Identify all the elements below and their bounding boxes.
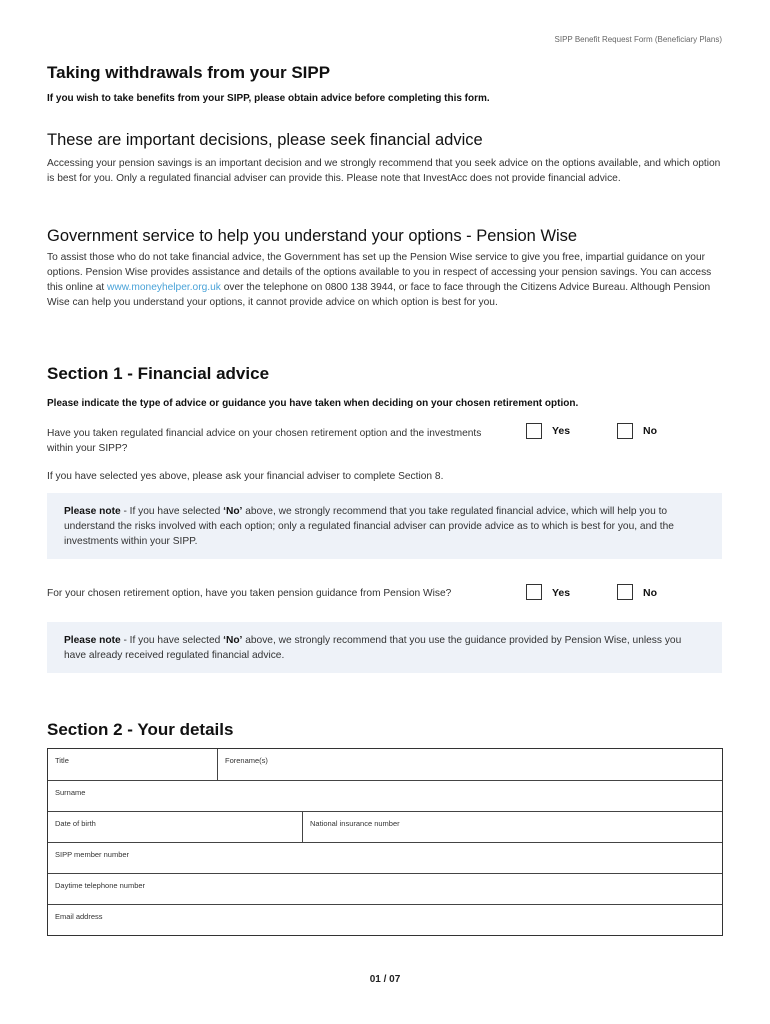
note-financial-advice bbox=[47, 493, 722, 559]
q2-yes-checkbox[interactable] bbox=[526, 584, 542, 600]
phone-label: Daytime telephone number bbox=[55, 881, 146, 890]
surname-label: Surname bbox=[55, 788, 86, 797]
q2-no-label: No bbox=[643, 587, 657, 599]
question-pension-wise: For your chosen retirement option, have you taken pension guidance from Pension Wise? bbox=[47, 588, 452, 599]
dob-field[interactable] bbox=[48, 812, 302, 842]
row-sipp bbox=[48, 842, 722, 873]
row-email bbox=[48, 904, 722, 935]
pension-wise-paragraph bbox=[47, 250, 723, 310]
note2-text-b: above, we strongly recommend that you use the guidance provided by Pension Wise, unless you have already received regulated financial advice. bbox=[64, 635, 682, 661]
running-header: SIPP Benefit Request Form (Beneficiary Plans) bbox=[554, 35, 722, 44]
surname-field[interactable] bbox=[48, 781, 722, 811]
advice-heading: These are important decisions, please seek financial advice bbox=[47, 131, 483, 149]
note1-no: ‘No’ bbox=[223, 506, 243, 517]
q2-yes-label: Yes bbox=[552, 587, 571, 599]
section2-title: Section 2 - Your details bbox=[47, 720, 234, 739]
email-label: Email address bbox=[55, 912, 103, 921]
ni-field[interactable] bbox=[302, 812, 722, 842]
phone-field[interactable] bbox=[48, 874, 722, 904]
row-phone bbox=[48, 873, 722, 904]
pension-wise-heading: Government service to help you understand your options - Pension Wise bbox=[47, 227, 578, 245]
q1-no-label: No bbox=[643, 425, 657, 437]
ni-label: National insurance number bbox=[310, 819, 400, 828]
forenames-label: Forename(s) bbox=[225, 756, 268, 765]
dob-label: Date of birth bbox=[55, 819, 96, 828]
page-title: Taking withdrawals from your SIPP bbox=[47, 63, 331, 82]
q2-no-checkbox[interactable] bbox=[617, 584, 633, 600]
sipp-label: SIPP member number bbox=[55, 850, 130, 859]
note1-label: Please note bbox=[64, 506, 121, 517]
question-financial-advice: Have you taken regulated financial advice on your chosen retirement option and the investments within your SIPP? bbox=[47, 428, 482, 454]
title-label: Title bbox=[55, 756, 69, 765]
q1-no-checkbox[interactable] bbox=[617, 423, 633, 439]
note2-no: ‘No’ bbox=[223, 635, 243, 646]
note1-text-a: - If you have selected bbox=[120, 506, 224, 517]
q1-yes-label: Yes bbox=[552, 425, 571, 437]
row-title-forenames bbox=[48, 749, 722, 780]
sipp-number-field[interactable] bbox=[48, 843, 722, 873]
section1-instruction: Please indicate the type of advice or guidance you have taken when deciding on your chosen retirement option. bbox=[47, 398, 579, 409]
note2-text-a: - If you have selected bbox=[120, 635, 224, 646]
note1-text-b: above, we strongly recommend that you take regulated financial advice, which will help you to understand the risks involved with each option; only a regulated financial adviser can provide advice as to which is best for you, and the investments within your SIPP. bbox=[64, 506, 674, 547]
your-details-table bbox=[47, 748, 723, 936]
pension-wise-text-1: To assist those who do not take financial advice, the Government has set up the Pension Wise service to give you free, impartial guidance on your options. Pension Wise provides assistance and details of the options available to you in respect of accessing your pension savings. You can access this online at bbox=[47, 252, 712, 293]
moneyhelper-link[interactable]: www.moneyhelper.org.uk bbox=[107, 282, 221, 293]
pension-wise-text-2: over the telephone on 0800 138 3944, or face to face through the Citizens Advice Bureau. Although Pension Wise can help you understand your options, it cannot provide advice on which option is best for you. bbox=[47, 282, 711, 308]
section1-title: Section 1 - Financial advice bbox=[47, 364, 270, 383]
intro-subtitle: If you wish to take benefits from your SIPP, please obtain advice before completing this form. bbox=[47, 93, 490, 104]
forenames-field[interactable] bbox=[217, 749, 722, 780]
note-pension-wise bbox=[47, 622, 722, 673]
row-surname bbox=[48, 780, 722, 811]
row-dob-ni bbox=[48, 811, 722, 842]
advice-paragraph: Accessing your pension savings is an important decision and we strongly recommend that you seek advice on the options available, and which option is best for you. Only a regulated financial adviser can provide this. Please note that InvestAcc does not provide financial advice. bbox=[47, 158, 721, 184]
note2-label: Please note bbox=[64, 635, 121, 646]
email-field[interactable] bbox=[48, 905, 722, 935]
title-field[interactable] bbox=[48, 749, 217, 780]
q1-yes-checkbox[interactable] bbox=[526, 423, 542, 439]
q1-followup: If you have selected yes above, please ask your financial adviser to complete Section 8. bbox=[47, 471, 444, 482]
page-number: 01 / 07 bbox=[369, 974, 401, 985]
